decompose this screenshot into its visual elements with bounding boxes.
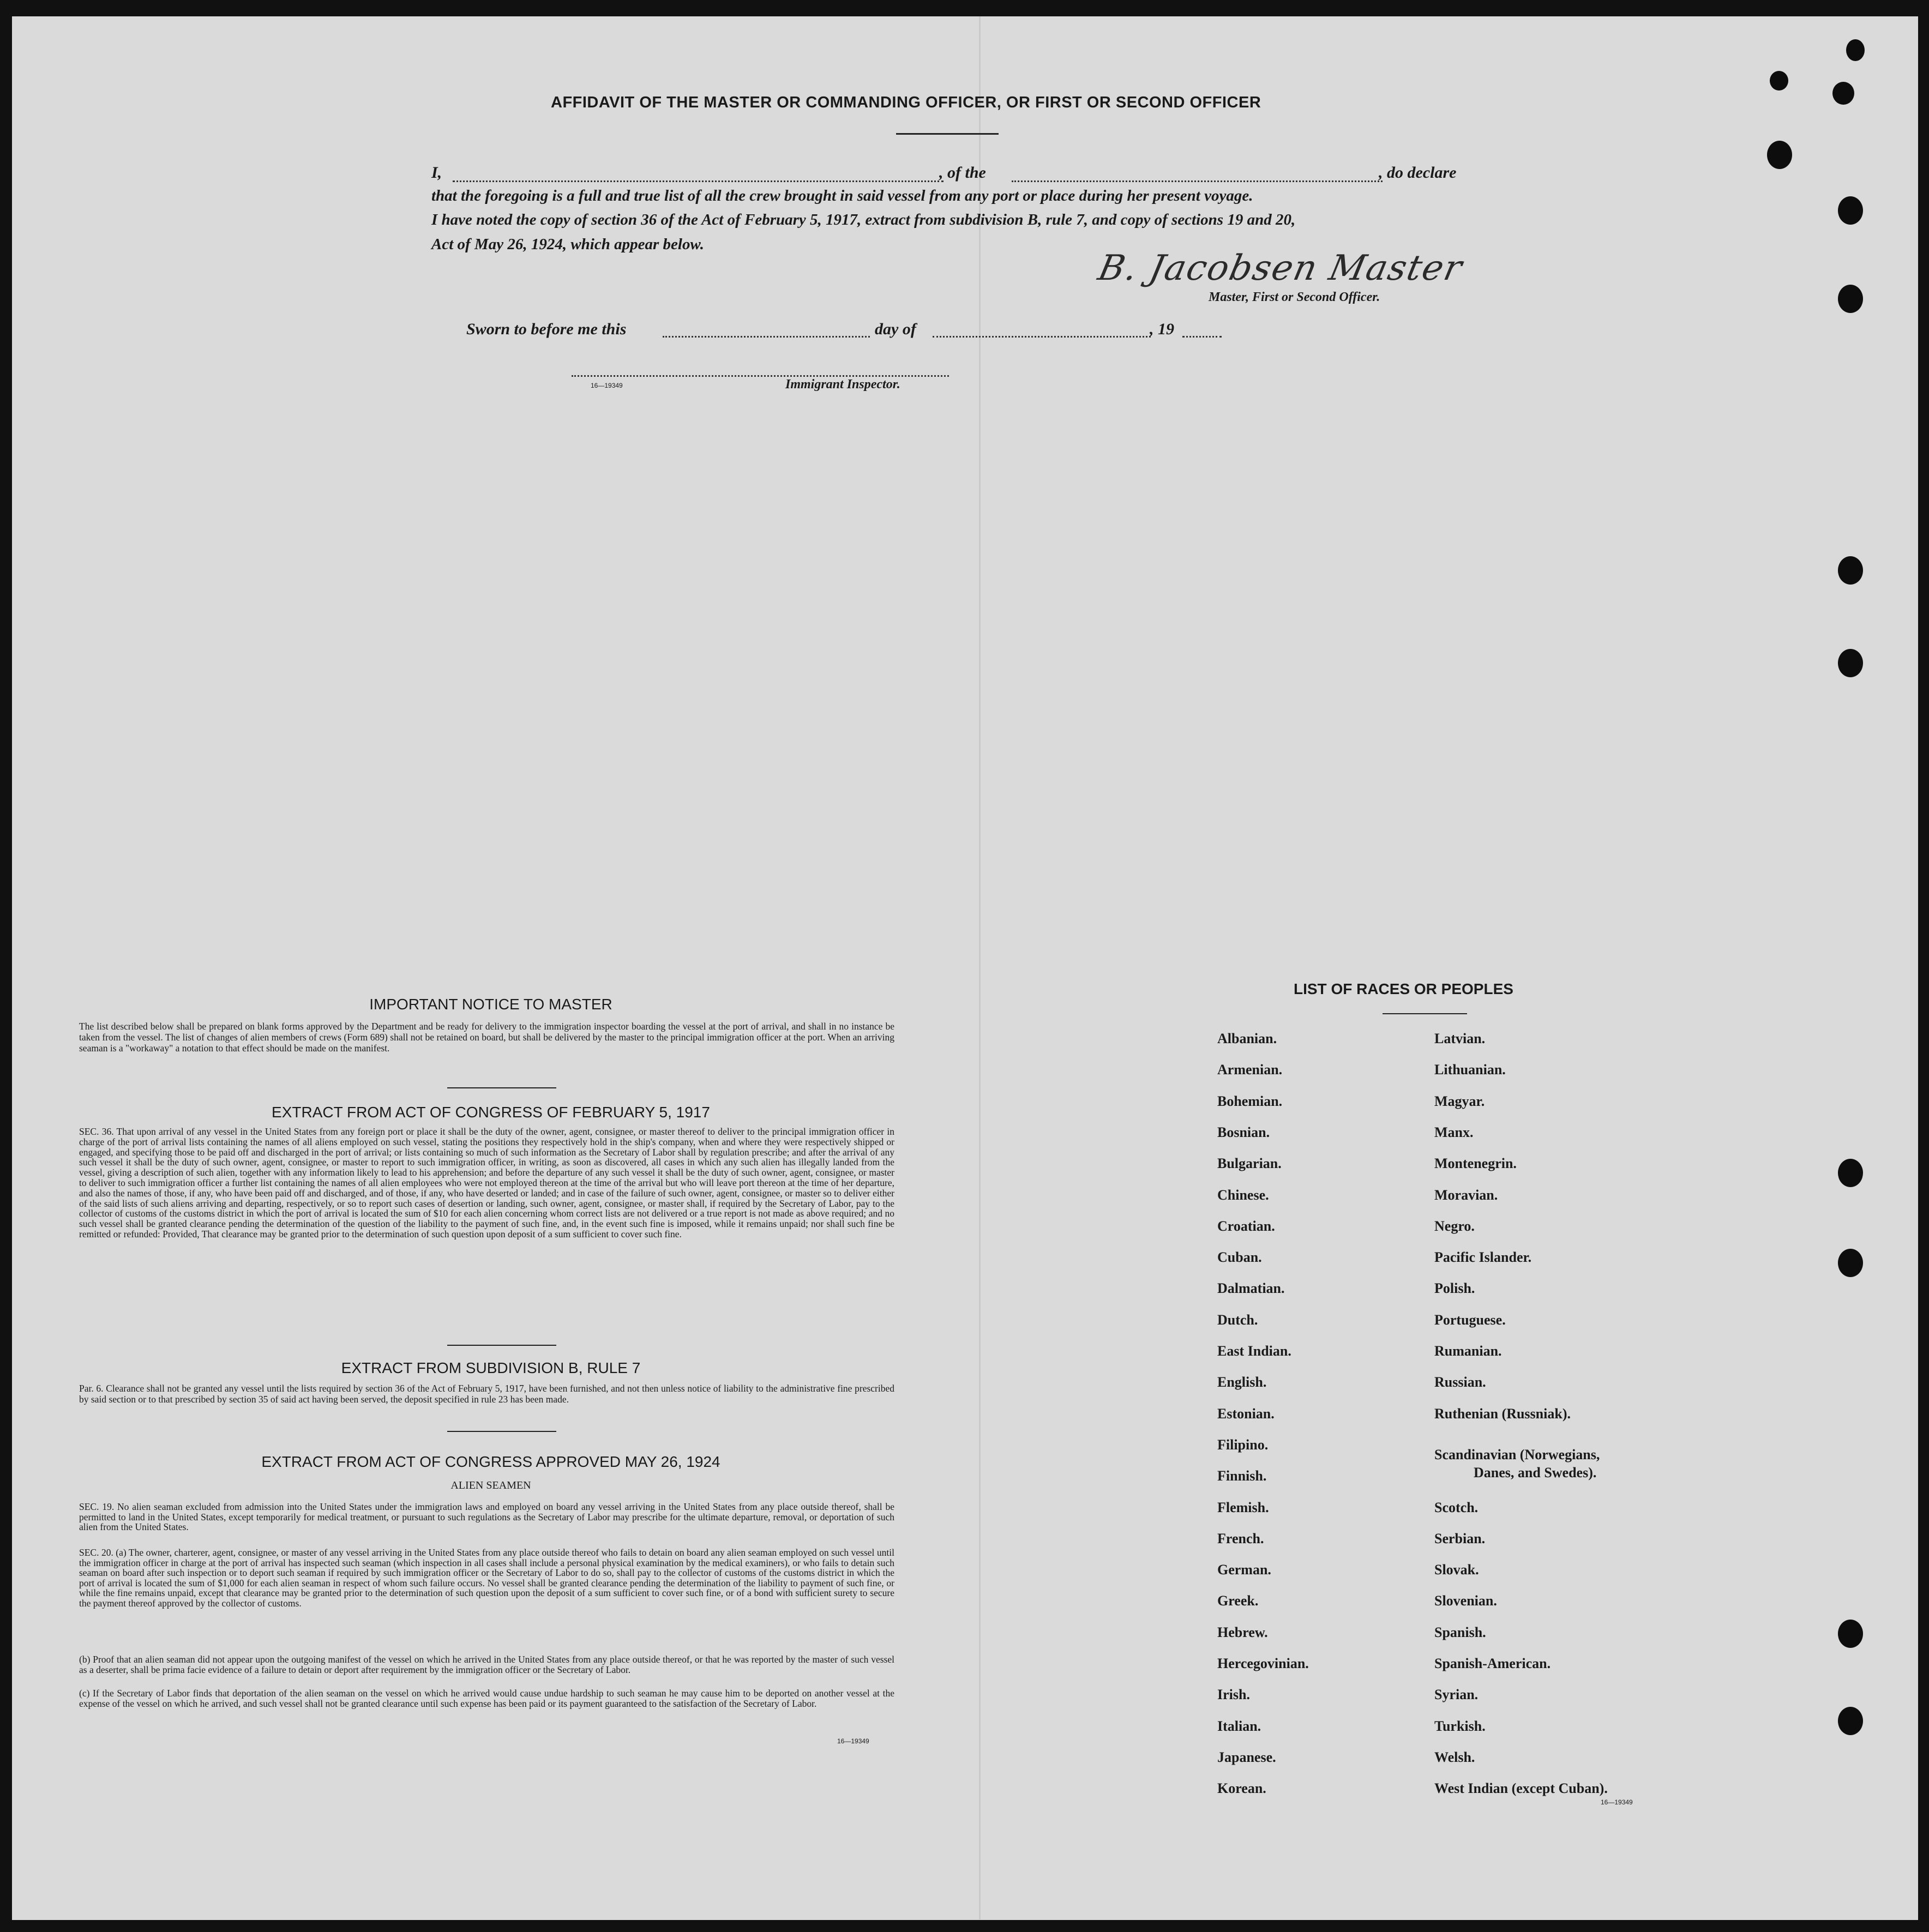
race-item: Portuguese. xyxy=(1434,1312,1506,1328)
race-item: Filipino. xyxy=(1217,1437,1269,1453)
race-item: English. xyxy=(1217,1374,1267,1390)
race-item: Finnish. xyxy=(1217,1468,1267,1484)
extract-1924-sec19: SEC. 19. No alien seaman excluded from admission into the United States under the immigration laws and employed on board any vessel arriving in the United States from any place outside thereof, shall be permitted to land in the United States, except temporarily for medical treatment, or pursuant to such regulations as the Secretary of Labor may prescribe for the ultimate departure, removal, or deportation of such alien from the United States. xyxy=(79,1501,894,1532)
extract-1924-sec20b: (b) Proof that an alien seaman did not appear upon the outgoing manifest of the vessel on which he arrived in the United States from any place outside thereof, or that he was reported by the master of such vessel as a deserter, shall be prima facie evidence of a failure to detain or deport after requirement by the immigration officer or the Secretary of Labor. xyxy=(79,1654,894,1675)
race-item: Bohemian. xyxy=(1217,1093,1283,1109)
race-item: Slovenian. xyxy=(1434,1593,1497,1609)
sworn-year-blank xyxy=(1182,336,1222,338)
race-item: Hercegovinian. xyxy=(1217,1656,1309,1671)
extract-1917-title: EXTRACT FROM ACT OF CONGRESS OF FEBRUARY 5, 1917 xyxy=(272,1104,710,1121)
punch-hole xyxy=(1770,71,1788,91)
section-divider xyxy=(447,1087,556,1088)
inspector-signature-blank xyxy=(572,375,949,377)
race-item: Ruthenian (Russniak). xyxy=(1434,1406,1571,1422)
title-underline xyxy=(896,133,999,135)
extract-rule7-title: EXTRACT FROM SUBDIVISION B, RULE 7 xyxy=(341,1359,641,1376)
punch-hole xyxy=(1767,141,1792,169)
scan-border-top xyxy=(0,0,1929,16)
race-item: Latvian. xyxy=(1434,1031,1486,1046)
race-item: Lithuanian. xyxy=(1434,1062,1506,1078)
notice-title: IMPORTANT NOTICE TO MASTER xyxy=(369,996,612,1013)
race-item: Syrian. xyxy=(1434,1687,1479,1702)
race-item: Negro. xyxy=(1434,1218,1475,1234)
race-item: Danes, and Swedes). xyxy=(1474,1465,1597,1480)
sworn-day-of: day of xyxy=(875,320,916,338)
race-item: Korean. xyxy=(1217,1780,1266,1796)
race-item: Manx. xyxy=(1434,1124,1474,1140)
race-item: Flemish. xyxy=(1217,1500,1269,1515)
vessel-blank xyxy=(1012,180,1383,182)
punch-hole xyxy=(1838,1620,1863,1648)
page-fold-line xyxy=(979,16,981,1919)
sworn-year: , 19 xyxy=(1150,320,1174,338)
sworn-month-blank xyxy=(933,336,1151,338)
race-item: Scotch. xyxy=(1434,1500,1479,1515)
extract-form-number: 16—19349 xyxy=(837,1737,869,1745)
punch-hole xyxy=(1838,556,1863,585)
race-item: West Indian (except Cuban). xyxy=(1434,1780,1608,1796)
extract-rule7-text: Par. 6. Clearance shall not be granted any vessel until the lists required by section 36 of the Act of February 5, 1917, have been furnished, and not then unless notice of liability to the administrative fine prescribed by said section or to that prescribed by section 35 of said act having been served, the deposit specified in rule 23 has been made. xyxy=(79,1383,894,1405)
name-blank xyxy=(453,180,944,182)
race-item: Croatian. xyxy=(1217,1218,1275,1234)
affidavit-line3: I have noted the copy of section 36 of the Act of February 5, 1917, extract from subdivision B, rule 7, and copy of sections 19 and 20, xyxy=(431,211,1296,228)
race-item: Magyar. xyxy=(1434,1093,1485,1109)
race-item: Turkish. xyxy=(1434,1718,1486,1734)
races-title: LIST OF RACES OR PEOPLES xyxy=(1294,980,1513,997)
race-item: Bulgarian. xyxy=(1217,1155,1282,1171)
signature-caption: Master, First or Second Officer. xyxy=(1209,290,1380,304)
punch-hole xyxy=(1846,39,1865,61)
punch-hole xyxy=(1838,1159,1863,1187)
race-item: Chinese. xyxy=(1217,1187,1269,1203)
section-divider xyxy=(447,1345,556,1346)
race-item: Bosnian. xyxy=(1217,1124,1270,1140)
race-item: Montenegrin. xyxy=(1434,1155,1517,1171)
extract-1917-text: SEC. 36. That upon arrival of any vessel in the United States from any foreign port or place it shall be the duty of the owner, agent, consignee, or master thereof to deliver to the principal immigration officer in charge of the port of arrival lists containing the names of all aliens employed on such vessel, stating the positions they respectively hold in the ship's company, when and where they were respectively shipped or engaged, and specifying those to be paid off and discharged in the port of arrival; or lists containing so much of such information as the Secretary of Labor shall by regulation prescribe; and after the arrival of any such vessel it shall be the duty of such owner, agent, consignee, or master to report to such immigration officer, in writing, as soon as discovered, all cases in which any such alien has illegally landed from the vessel, giving a description of such alien, together with any information likely to lead to his apprehension; and before the departure of any such vessel it shall be the duty of such owner, agent, consignee, or master to deliver to such immigration officer a further list containing the names of all alien employees who were not employed thereon at the time of the arrival but who will leave port thereon at the time of her departure, and also the names of those, if any, who have been paid off and discharged, and of those, if any, who have deserted or landed; and in case of the failure of such owner, agent, consignee, or master so to deliver either of the said lists of such aliens arriving and departing, respectively, or so to report such cases of desertion or landing, such owner, agent, consignee, or master shall, if required by the Secretary of Labor, pay to the collector of customs of the customs district in which the port of arrival is located the sum of $10 for each alien concerning whom correct lists are not delivered or a true report is not made as above required; and no such vessel shall be granted clearance pending the determination of the question of the liability to the payment of such fine, and, in the event such fine is imposed, while it remains unpaid; nor shall such fine be remitted or refunded: Provided, That clearance may be granted prior to the determination of such question upon deposit of a sum sufficient to cover such fine. xyxy=(79,1126,894,1239)
section-divider xyxy=(447,1431,556,1432)
race-item: Irish. xyxy=(1217,1687,1250,1702)
race-item: Armenian. xyxy=(1217,1062,1283,1078)
scan-border-left xyxy=(0,0,12,1932)
extract-1924-sec20a: SEC. 20. (a) The owner, charterer, agent, consignee, or master of any vessel arriving in the United States from any place outside thereof who fails to detain on board any alien seaman employed on such vessel until the immigration officer in charge at the port of arrival has inspected such seaman (which inspection in all cases shall include a personal physical examination by the medical examiners), or who fails to detain such seaman on board after such inspection or to deport such seaman if required by such immigration officer or the Secretary of Labor to do so, shall pay to the collector of customs of the customs district in which the port of arrival is located the sum of $1,000 for each alien seaman in respect of whom such failure occurs. No vessel shall be granted clearance pending the determination of the liability to payment of such fine, or while the fine remains unpaid, except that clearance may be granted prior to the determination of such question upon the deposit of a sum sufficient to cover such fine, or of a bond with sufficient surety to secure the payment thereof approved by the collector of customs. xyxy=(79,1547,894,1609)
race-item: Scandinavian (Norwegians, xyxy=(1434,1447,1600,1462)
affidavit-line1-declare: , do declare xyxy=(1379,164,1457,182)
sworn-day-blank xyxy=(663,336,870,338)
race-item: Slovak. xyxy=(1434,1562,1479,1578)
race-item: Japanese. xyxy=(1217,1749,1276,1765)
race-item: Spanish-American. xyxy=(1434,1656,1551,1671)
race-item: Cuban. xyxy=(1217,1249,1262,1265)
affidavit-title: AFFIDAVIT OF THE MASTER OR COMMANDING OFFICER, OR FIRST OR SECOND OFFICER xyxy=(551,94,1261,111)
punch-hole xyxy=(1838,196,1863,225)
race-item: Rumanian. xyxy=(1434,1343,1502,1359)
punch-hole xyxy=(1838,1707,1863,1735)
race-item: Welsh. xyxy=(1434,1749,1475,1765)
race-item: Dutch. xyxy=(1217,1312,1258,1328)
races-form-number: 16—19349 xyxy=(1601,1798,1633,1806)
race-item: Greek. xyxy=(1217,1593,1259,1609)
race-item: French. xyxy=(1217,1531,1264,1546)
race-item: Polish. xyxy=(1434,1280,1475,1296)
race-item: East Indian. xyxy=(1217,1343,1291,1359)
affidavit-line1-of: , of the xyxy=(939,164,986,182)
affidavit-form-number: 16—19349 xyxy=(591,382,623,389)
race-item: Hebrew. xyxy=(1217,1624,1268,1640)
scan-border-bottom xyxy=(0,1920,1929,1932)
race-item: German. xyxy=(1217,1562,1271,1578)
extract-1924-sec20c: (c) If the Secretary of Labor finds that deportation of the alien seaman on the vessel on which he arrived would cause undue hardship to such seaman he may cause him to be deported on another vessel at the expense of the vessel on which he arrived, and such vessel shall not be granted clearance until such expense has been paid or its payment guaranteed to the satisfaction of the Secretary of Labor. xyxy=(79,1688,894,1709)
affidavit-line2: that the foregoing is a full and true list of all the crew brought in said vessel from any port or place during her present voyage. xyxy=(431,187,1253,204)
race-item: Italian. xyxy=(1217,1718,1261,1734)
race-item: Albanian. xyxy=(1217,1031,1277,1046)
affidavit-line1-i: I, xyxy=(431,164,442,182)
affidavit-line4: Act of May 26, 1924, which appear below. xyxy=(431,236,704,253)
extract-1924-subtitle: ALIEN SEAMEN xyxy=(450,1479,531,1491)
race-item: Dalmatian. xyxy=(1217,1280,1285,1296)
race-item: Estonian. xyxy=(1217,1406,1275,1422)
punch-hole xyxy=(1838,285,1863,313)
race-item: Russian. xyxy=(1434,1374,1486,1390)
race-item: Serbian. xyxy=(1434,1531,1486,1546)
race-item: Pacific Islander. xyxy=(1434,1249,1532,1265)
punch-hole xyxy=(1838,649,1863,677)
notice-text: The list described below shall be prepared on blank forms approved by the Department and be ready for delivery to the immigration inspector boarding the vessel at the port of arrival, and shall in no instance be taken from the vessel. The list of changes of alien members of crews (Form 689) shall not be retained on board, but shall be delivered by the master to the principal immigration officer at the port. When an arriving seaman is a "workaway" a notation to that effect should be made on the manifest. xyxy=(79,1021,894,1054)
sworn-prefix: Sworn to before me this xyxy=(466,320,627,338)
punch-hole xyxy=(1838,1249,1863,1277)
race-item: Moravian. xyxy=(1434,1187,1498,1203)
master-signature: B. Jacobsen Master xyxy=(1095,248,1467,288)
extract-1924-title: EXTRACT FROM ACT OF CONGRESS APPROVED MAY 26, 1924 xyxy=(261,1453,720,1470)
punch-hole xyxy=(1832,82,1854,105)
races-title-underline xyxy=(1383,1013,1467,1014)
race-item: Spanish. xyxy=(1434,1624,1486,1640)
inspector-caption: Immigrant Inspector. xyxy=(785,377,900,392)
scan-border-right xyxy=(1918,0,1929,1932)
